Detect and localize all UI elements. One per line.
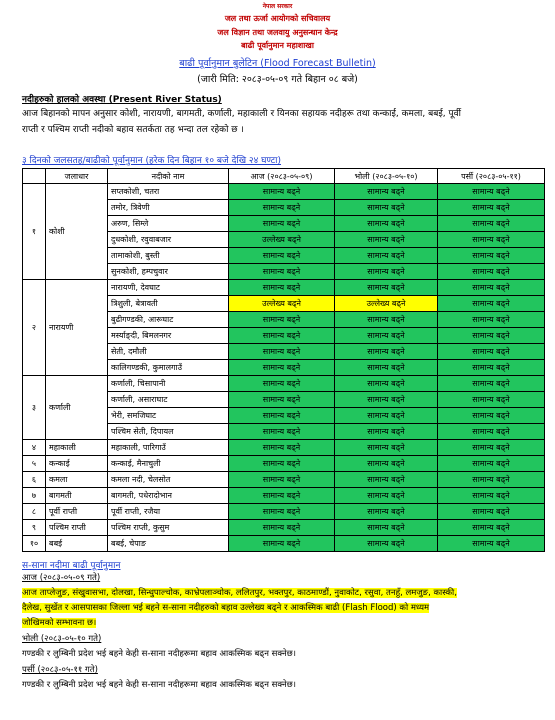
forecast-status-d1: सामान्य बढ्ने [229,424,335,440]
forecast-status-d2: सामान्य बढ्ने [335,328,438,344]
forecast-status-d3: सामान्य बढ्ने [438,328,545,344]
col-header-river: नदीको नाम [108,169,229,184]
forecast-status-d1: सामान्य बढ्ने [229,504,335,520]
river-station: कर्णाली, असाराघाट [108,392,229,408]
table-row [23,376,545,392]
forecast-status-d3: सामान्य बढ्ने [438,296,545,312]
basin-name: कन्काई [46,456,108,472]
bulletin-title: बाढी पूर्वानुमान बुलेटिन (Flood Forecast Bulletin) [179,58,376,69]
department-name: जल विज्ञान तथा जलवायु अनुसन्धान केन्द्र [217,28,338,37]
forecast-status-d1: सामान्य बढ्ने [229,312,335,328]
col-header-tomorrow: भोली (२०८३-०५-१०) [335,169,438,184]
forecast-status-d3: सामान्य बढ्ने [438,312,545,328]
basin-name: कर्णाली [46,376,108,440]
forecast-status-d2: सामान्य बढ्ने [335,408,438,424]
col-header-today: आज (२०८३-०५-०९) [229,169,335,184]
forecast-status-d2: सामान्य बढ्ने [335,360,438,376]
forecast-status-d2: सामान्य बढ्ने [335,248,438,264]
small-rivers-heading: स-साना नदीमा बाढी पूर्वानुमान [22,561,121,571]
river-status-line-1: आज बिहानको मापन अनुसार कोशी, नारायणी, बागमती, कर्णाली, महाकाली र यिनका सहायक नदीहरू तथा कन्काई, कमला, बबई, पूर्वी [22,109,461,119]
forecast-status-d1: सामान्य बढ्ने [229,536,335,552]
forecast-status-d3: सामान्य बढ्ने [438,200,545,216]
today-label: आज (२०८३-०५-०९ गते) [22,573,101,583]
forecast-status-d2: सामान्य बढ्ने [335,488,438,504]
government-label: नेपाल सरकार [262,3,293,10]
forecast-status-d1: सामान्य बढ्ने [229,456,335,472]
table-row [23,504,545,520]
river-status-heading: नदीहरुको हालको अवस्था (Present River Status) [22,95,222,105]
forecast-status-d2: सामान्य बढ्ने [335,312,438,328]
river-status-line-2: राप्ती र पश्चिम राप्ती नदीको बहाव सतर्कता तह भन्दा तल रहेको छ । [22,125,244,135]
forecast-heading: ३ दिनको जलसतह/बाढीको पूर्वानुमान (हरेक दिन बिहान १० बजे देखि २४ घण्टा) [22,156,282,166]
basin-number: १ [23,184,46,280]
river-station: मर्स्याङ्दी, बिमलनगर [108,328,229,344]
river-station: कन्काई, मैनाचुली [108,456,229,472]
forecast-status-d1: सामान्य बढ्ने [229,264,335,280]
forecast-status-d2: सामान्य बढ्ने [335,184,438,200]
forecast-status-d2: सामान्य बढ्ने [335,536,438,552]
river-station: पश्चिम सेती, दिपायल [108,424,229,440]
river-station: बबई, चेपाङ [108,536,229,552]
today-text-line-1 [22,586,547,601]
river-station: कर्णाली, चिसापानी [108,376,229,392]
forecast-status-d3: सामान्य बढ्ने [438,408,545,424]
forecast-status-d3: सामान्य बढ्ने [438,280,545,296]
basin-name: पश्चिम राप्ती [46,520,108,536]
forecast-status-d3: सामान्य बढ्ने [438,456,545,472]
forecast-status-d1: सामान्य बढ्ने [229,360,335,376]
forecast-status-d1: सामान्य बढ्ने [229,488,335,504]
dayafter-text: गण्डकी र लुम्बिनी प्रदेश भई बहने केही स-साना नदीहरूमा बहाव आकस्मिक बढ्न सक्नेछ। [22,680,296,690]
river-station: कमला नदी, चेलसोत [108,472,229,488]
forecast-status-d3: सामान्य बढ्ने [438,440,545,456]
forecast-status-d3: सामान्य बढ्ने [438,216,545,232]
tomorrow-label: भोली (२०८३-०५-१० गते) [22,634,102,644]
forecast-status-d1: सामान्य बढ्ने [229,248,335,264]
table-row [23,280,545,296]
basin-name: नारायणी [46,280,108,376]
forecast-status-d2: सामान्य बढ्ने [335,376,438,392]
basin-name: पूर्वी राप्ती [46,504,108,520]
river-station: दुधकोशी, रवुवाबजार [108,232,229,248]
table-row [23,184,545,200]
river-station: नारायणी, देवघाट [108,280,229,296]
river-station: कालिगण्डकी, कुमालगाउँ [108,360,229,376]
forecast-status-d1: उल्लेख्य बढ्ने [229,232,335,248]
river-station: भेरी, समजिघाट [108,408,229,424]
division-name: बाढी पूर्वानुमान महाशाखा [241,41,314,50]
col-header-basin: जलाधार [46,169,108,184]
forecast-status-d2: सामान्य बढ्ने [335,392,438,408]
river-station: बागमती, पधेरादोभान [108,488,229,504]
river-station: त्रिशुली, बेत्रावती [108,296,229,312]
table-row [23,472,545,488]
today-districts-highlight: आज ताप्लेजुङ, संखुवासभा, दोलखा, सिन्धुपाल्चोक, काभ्रेपलाञ्चोक, ललितपुर, भक्तपुर, काठमाण्डौं, नुवाकोट, रसुवा, तनहुँ, लमजुङ, कास्की, [22,588,457,598]
basin-number: ३ [23,376,46,440]
basin-name: कोशी [46,184,108,280]
forecast-status-d3: सामान्य बढ्ने [438,424,545,440]
forecast-status-d3: सामान्य बढ्ने [438,472,545,488]
dayafter-label: पर्सी (२०८३-०५-११ गते) [22,665,98,675]
river-station: सप्तकोशी, चतरा [108,184,229,200]
forecast-status-d2: सामान्य बढ्ने [335,504,438,520]
table-row [23,488,545,504]
basin-name: कमला [46,472,108,488]
forecast-header-row [23,169,545,184]
river-station: महाकाली, पारिगाउँ [108,440,229,456]
forecast-status-d3: सामान्य बढ्ने [438,488,545,504]
ministry-name: जल तथा ऊर्जा आयोगको सचिवालय [224,14,331,23]
forecast-status-d1: उल्लेख्य बढ्ने [229,296,335,312]
forecast-status-d2: सामान्य बढ्ने [335,424,438,440]
forecast-status-d3: सामान्य बढ्ने [438,232,545,248]
river-station: तमोर, त्रिवेणी [108,200,229,216]
forecast-table [22,168,545,552]
table-row [23,520,545,536]
forecast-status-d3: सामान्य बढ्ने [438,248,545,264]
basin-number: ९ [23,520,46,536]
today-flash-flood-highlight: दैलेख, सुर्खेत र आसपासका जिल्ला भई बहने स-साना नदीहरुको बहाव उल्लेख्य बढ्ने र आकस्मिक बाढी (Flash Flood) को मध्यम [22,603,430,613]
forecast-status-d2: सामान्य बढ्ने [335,472,438,488]
forecast-status-d3: सामान्य बढ्ने [438,184,545,200]
table-row [23,536,545,552]
basin-number: ७ [23,488,46,504]
river-station: सुनकोशी, हम्पचुवार [108,264,229,280]
col-header-dayafter: पर्सी (२०८३-०५-११) [438,169,545,184]
forecast-status-d1: सामान्य बढ्ने [229,376,335,392]
table-row [23,440,545,456]
river-station: पश्चिम राप्ती, कुसुम [108,520,229,536]
basin-number: १० [23,536,46,552]
forecast-status-d1: सामान्य बढ्ने [229,392,335,408]
river-station: तामाकोशी, बुस्ती [108,248,229,264]
forecast-status-d2: सामान्य बढ्ने [335,216,438,232]
forecast-status-d3: सामान्य बढ्ने [438,264,545,280]
forecast-status-d3: सामान्य बढ्ने [438,360,545,376]
forecast-status-d3: सामान्य बढ्ने [438,376,545,392]
today-text-line-3 [22,616,547,631]
river-station: बुढीगण्डकी, आरूघाट [108,312,229,328]
river-station: पूर्वी राप्ती, रजैया [108,504,229,520]
river-status-text [22,106,542,138]
basin-number: २ [23,280,46,376]
basin-number: ६ [23,472,46,488]
forecast-status-d3: सामान्य बढ्ने [438,504,545,520]
forecast-status-d2: सामान्य बढ्ने [335,264,438,280]
river-station: सेती, दमौली [108,344,229,360]
issue-date: (जारी मिति: २०८३-०५-०९ गते बिहान ०८ बजे) [197,74,358,85]
forecast-status-d2: सामान्य बढ्ने [335,280,438,296]
forecast-status-d1: सामान्य बढ्ने [229,184,335,200]
forecast-status-d1: सामान्य बढ्ने [229,280,335,296]
tomorrow-text: गण्डकी र लुम्बिनी प्रदेश भई बहने केही स-साना नदीहरूमा बहाव आकस्मिक बढ्न सक्नेछ। [22,649,296,659]
forecast-status-d1: सामान्य बढ्ने [229,472,335,488]
forecast-status-d1: सामान्य बढ्ने [229,344,335,360]
forecast-status-d2: सामान्य बढ्ने [335,232,438,248]
basin-name: महाकाली [46,440,108,456]
forecast-status-d1: सामान्य बढ्ने [229,408,335,424]
forecast-status-d1: सामान्य बढ्ने [229,328,335,344]
forecast-table-body [23,184,545,552]
forecast-status-d2: सामान्य बढ्ने [335,520,438,536]
forecast-status-d3: सामान्य बढ्ने [438,520,545,536]
basin-name: बबई [46,536,108,552]
forecast-status-d1: सामान्य बढ्ने [229,216,335,232]
today-risk-highlight: जोखिमको सम्भावना छ। [22,618,97,628]
col-header-no [23,169,46,184]
forecast-status-d1: सामान्य बढ्ने [229,440,335,456]
forecast-status-d1: सामान्य बढ्ने [229,520,335,536]
forecast-status-d2: सामान्य बढ्ने [335,344,438,360]
river-station: अरुण, सिम्ले [108,216,229,232]
forecast-status-d1: सामान्य बढ्ने [229,200,335,216]
basin-number: ८ [23,504,46,520]
today-text-line-2 [22,601,547,616]
forecast-status-d2: सामान्य बढ्ने [335,456,438,472]
basin-number: ५ [23,456,46,472]
forecast-status-d2: उल्लेख्य बढ्ने [335,296,438,312]
forecast-status-d2: सामान्य बढ्ने [335,440,438,456]
forecast-status-d2: सामान्य बढ्ने [335,200,438,216]
basin-name: बागमती [46,488,108,504]
forecast-status-d3: सामान्य बढ्ने [438,536,545,552]
basin-number: ४ [23,440,46,456]
table-row [23,456,545,472]
forecast-status-d3: सामान्य बढ्ने [438,344,545,360]
forecast-status-d3: सामान्य बढ्ने [438,392,545,408]
